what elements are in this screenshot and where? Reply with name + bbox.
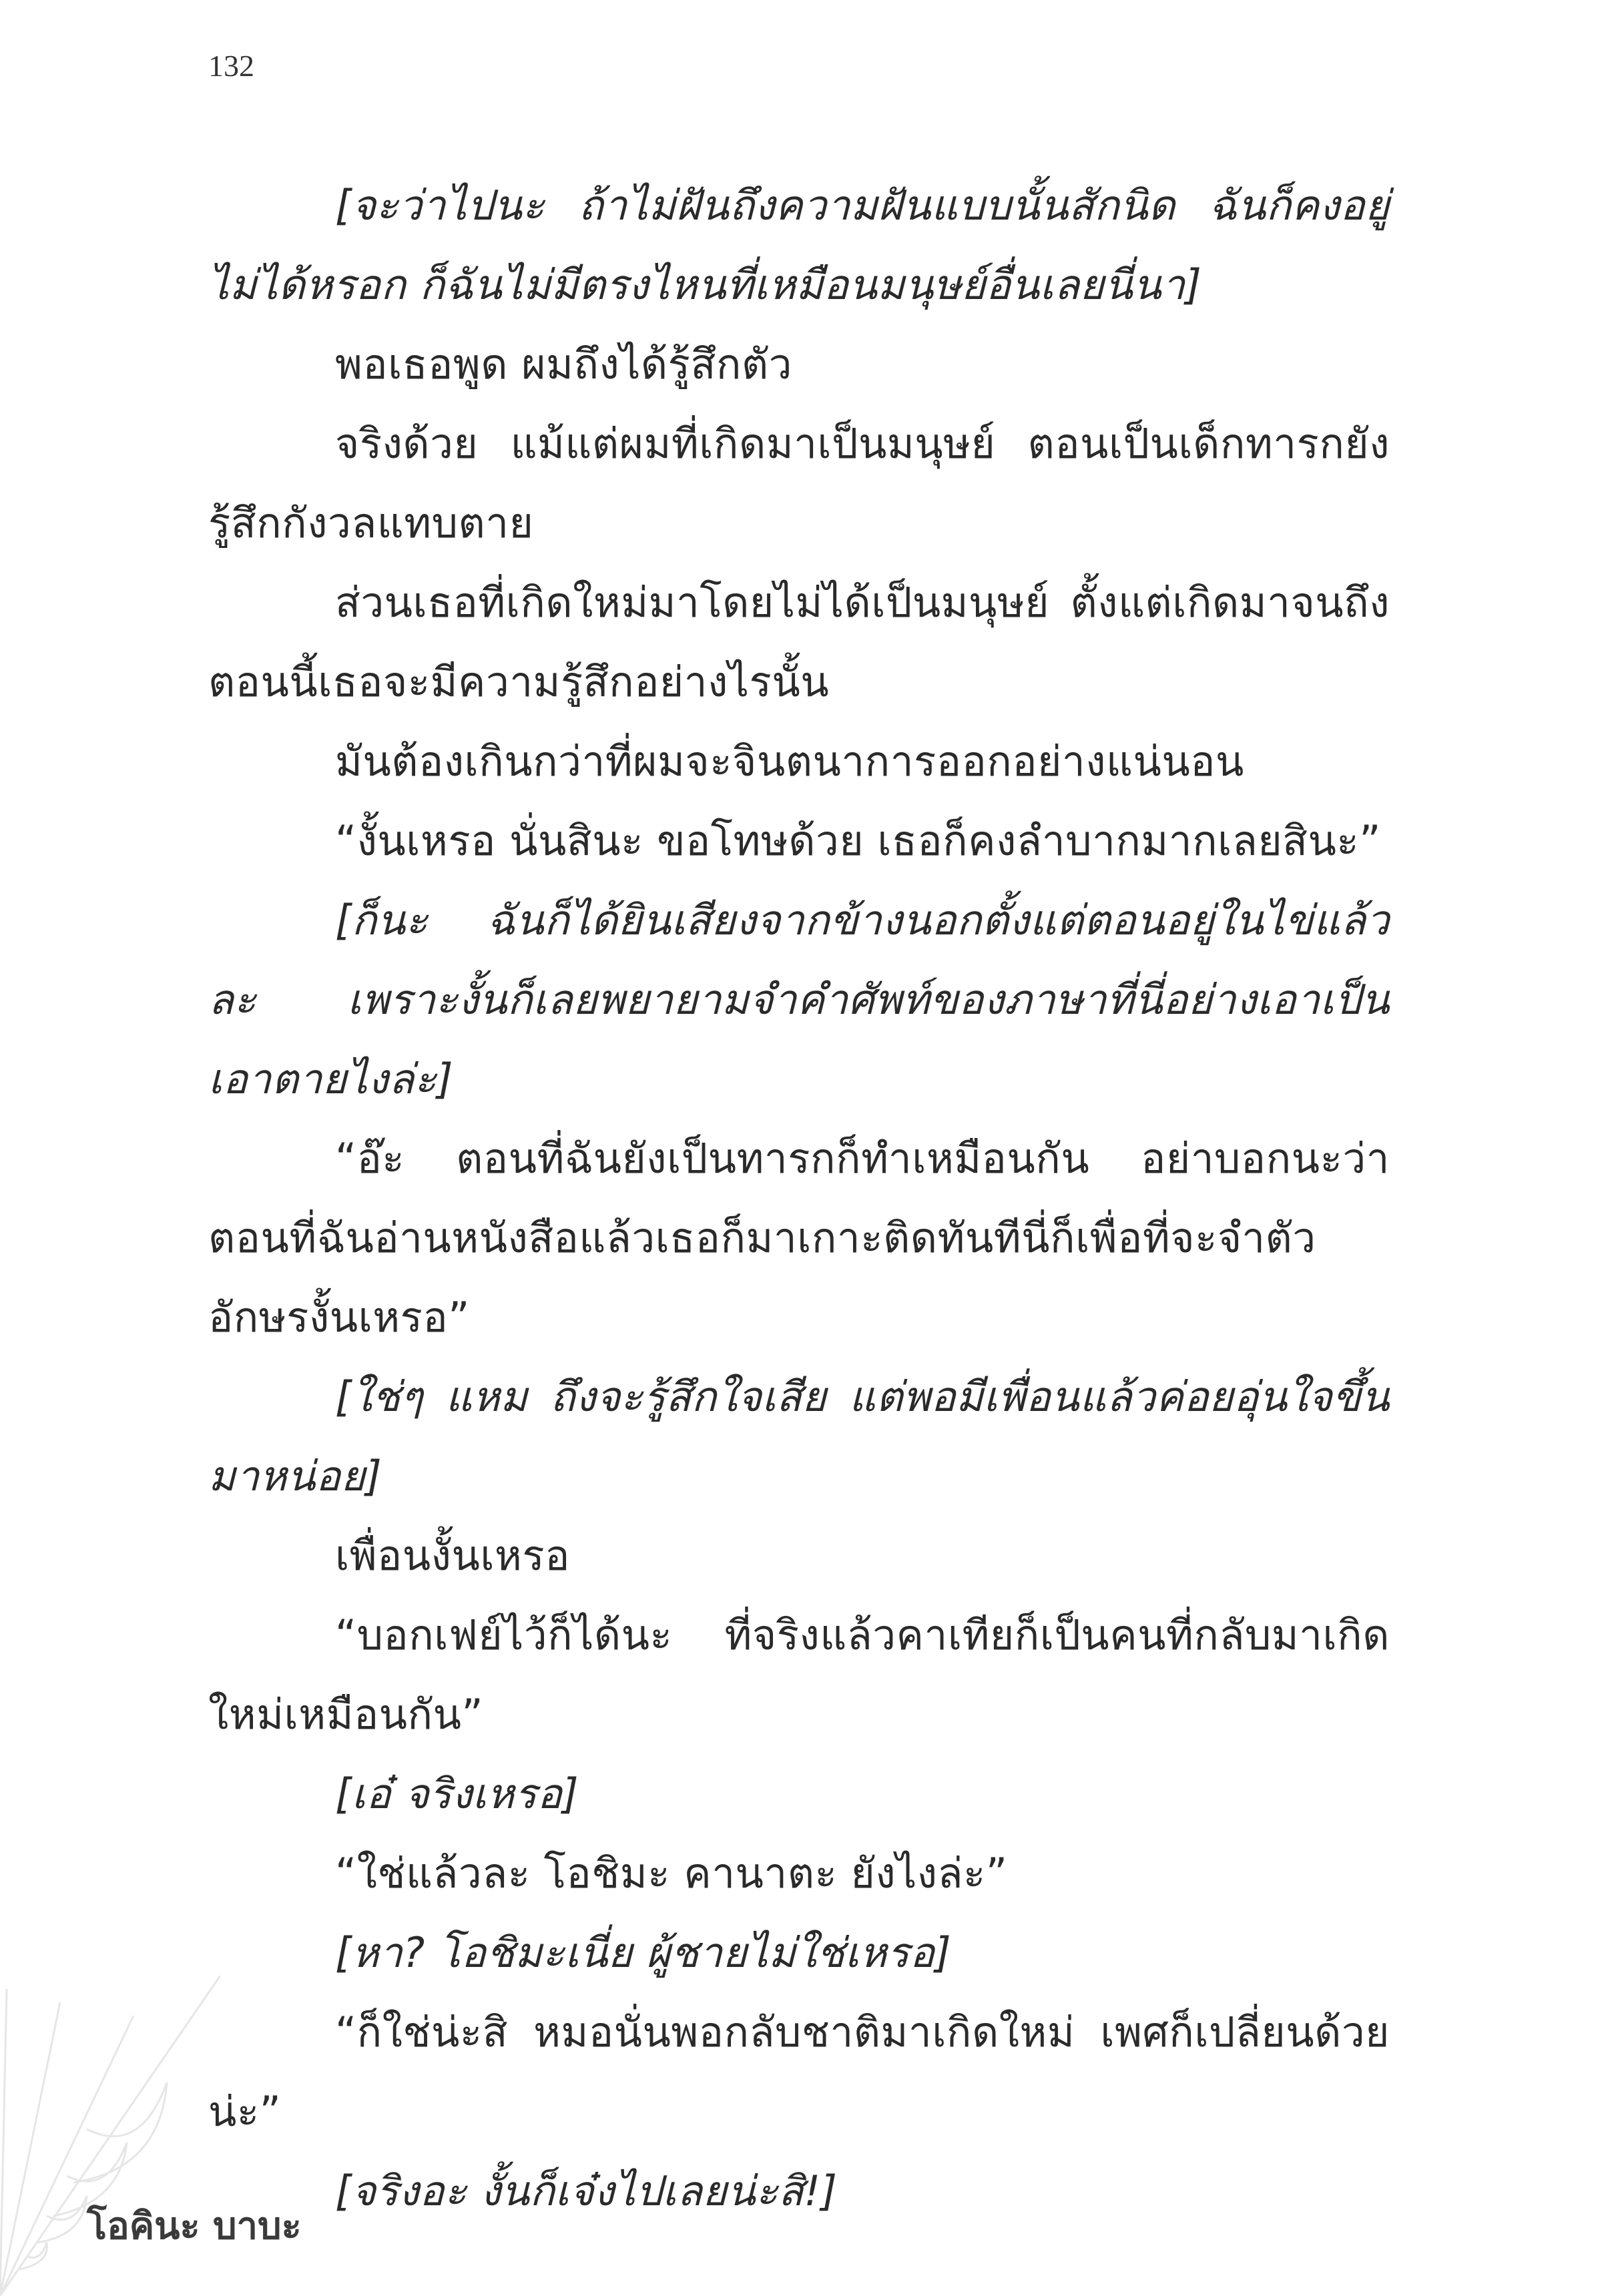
thought-paragraph: [ก็นะ ฉันก็ได้ยินเสียงจากข้างนอกตั้งแต่ตอนอยู่ในไข่แล้วละ เพราะงั้นก็เลยพยายามจำคำศัพท์ของภาษาที่นี่อย่างเอาเป็นเอาตายไงล่ะ] bbox=[208, 896, 1390, 1103]
dialogue-paragraph: “งั้นเหรอ นั่นสินะ ขอโทษด้วย เธอก็คงลำบากมากเลยสินะ” bbox=[335, 816, 1381, 865]
page-body bbox=[208, 166, 1390, 2231]
narration-paragraph: จริงด้วย แม้แต่ผมที่เกิดมาเป็นมนุษย์ ตอนเป็นเด็กทารกยังรู้สึกกังวลแทบตาย bbox=[208, 419, 1390, 547]
narration-paragraph: ส่วนเธอที่เกิดใหม่มาโดยไม่ได้เป็นมนุษย์ ตั้งแต่เกิดมาจนถึงตอนนี้เธอจะมีความรู้สึกอย่างไรนั้น bbox=[208, 578, 1390, 706]
dialogue-paragraph: “ก็ใช่น่ะสิ หมอนั่นพอกลับชาติมาเกิดใหม่ เพศก็เปลี่ยนด้วยน่ะ” bbox=[208, 2008, 1390, 2136]
thought-paragraph: [หา? โอชิมะเนี่ย ผู้ชายไม่ใช่เหรอ] bbox=[335, 1928, 952, 1977]
thought-paragraph: [จะว่าไปนะ ถ้าไม่ฝันถึงความฝันแบบนั้นสักนิด ฉันก็คงอยู่ไม่ได้หรอก ก็ฉันไม่มีตรงไหนที่เหมือนมนุษย์อื่นเลยนี่นา] bbox=[208, 181, 1390, 309]
book-title-footer: โอคินะ บาบะ bbox=[87, 2205, 302, 2248]
thought-paragraph: [ใช่ๆ แหม ถึงจะรู้สึกใจเสีย แต่พอมีเพื่อนแล้วค่อยอุ่นใจขึ้นมาหน่อย] bbox=[208, 1372, 1390, 1500]
dialogue-paragraph: “บอกเฟย์ไว้ก็ได้นะ ที่จริงแล้วคาเทียก็เป็นคนที่กลับมาเกิดใหม่เหมือนกัน” bbox=[208, 1611, 1390, 1739]
dialogue-paragraph: “อ๊ะ ตอนที่ฉันยังเป็นทารกก็ทำเหมือนกัน อย่าบอกนะว่าตอนที่ฉันอ่านหนังสือแล้วเธอก็มาเกาะติดทันทีนี่ก็เพื่อที่จะจำตัวอักษรงั้นเหรอ” bbox=[208, 1134, 1390, 1342]
narration-paragraph: เพื่อนงั้นเหรอ bbox=[335, 1531, 570, 1580]
dialogue-paragraph: “ใช่แล้วละ โอชิมะ คานาตะ ยังไงล่ะ” bbox=[335, 1849, 1008, 1898]
thought-paragraph: [จริงอะ งั้นก็เจ๋งไปเลยน่ะสิ!] bbox=[335, 2167, 838, 2215]
page-number: 132 bbox=[208, 49, 254, 83]
narration-paragraph: มันต้องเกินกว่าที่ผมจะจินตนาการออกอย่างแน่นอน bbox=[335, 737, 1244, 786]
thought-paragraph: [เอ๋ จริงเหรอ] bbox=[335, 1769, 579, 1818]
narration-paragraph: พอเธอพูด ผมถึงได้รู้สึกตัว bbox=[335, 340, 792, 388]
